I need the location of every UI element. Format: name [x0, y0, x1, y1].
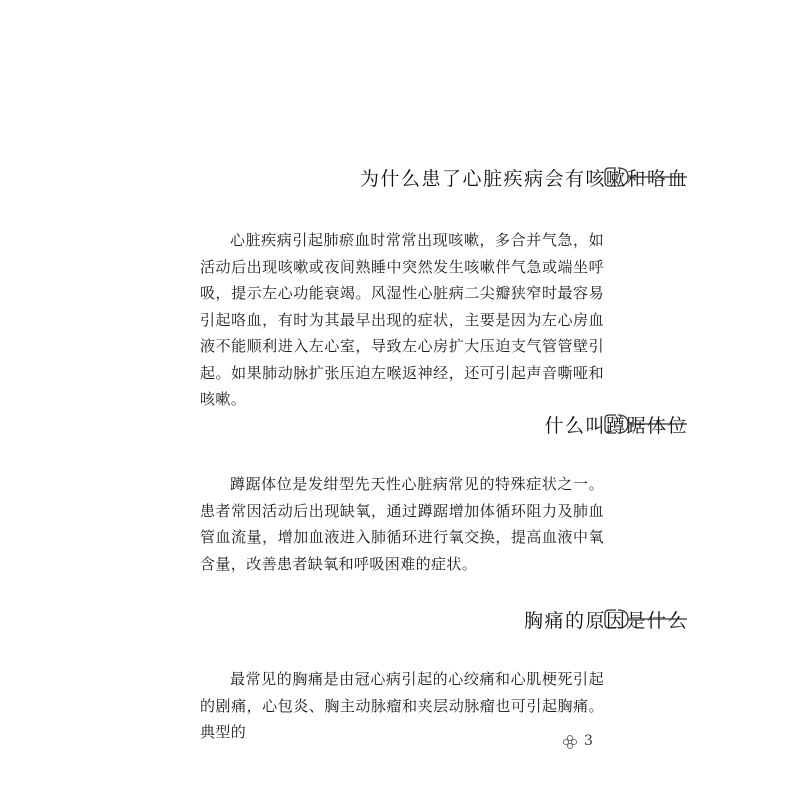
- bracket-line-ornament-icon: [596, 604, 696, 634]
- section-body: 蹲踞体位是发绀型先天性心脏病常见的特殊症状之一。患者常因活动后出现缺氧，通过蹲踞增加体循环阻力及肺血管血流量，增加血液进入肺循环进行氧交换，提高血液中氧含量，改善患者缺氧和呼吸困难的症状。: [200, 475, 604, 573]
- section-body: 心脏疾病引起肺瘀血时常常出现咳嗽，多合并气急，如活动后出现咳嗽或夜间熟睡中突然发生咳嗽伴气急或端坐呼吸，提示左心功能衰竭。风湿性心脏病二尖瓣狭窄时最容易引起咯血，有时为其最早出现的症状，主要是因为左心房血液不能顺利进入左心室，导致左心房扩大压迫支气管管壁引起。如果肺动脉扩张压迫左喉返神经，还可引起声音嘶哑和咳嗽。: [200, 231, 604, 408]
- bracket-line-ornament-icon: [596, 409, 696, 439]
- flower-ornament-icon: [562, 734, 578, 750]
- page-number: 3: [584, 733, 593, 749]
- heading-text: 为什么患了心脏疾病会有咳嗽和咯血: [359, 167, 688, 190]
- heading-text: 胸痛的原因是什么: [523, 609, 688, 632]
- section-body: 最常见的胸痛是由冠心病引起的心绞痛和心肌梗死引起的剧痛，心包炎、胸主动脉瘤和夹层动脉瘤也可引起胸痛。典型的: [200, 670, 604, 741]
- heading-text: 什么叫蹲踞体位: [544, 414, 688, 437]
- bracket-line-ornament-icon: [596, 162, 696, 192]
